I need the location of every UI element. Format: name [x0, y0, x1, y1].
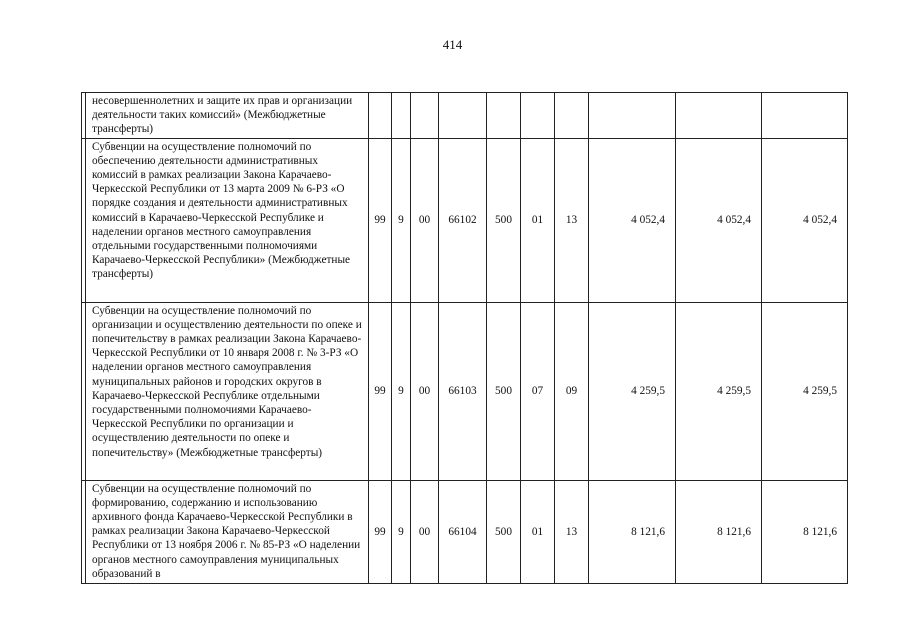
amount-cell: 4 259,5 — [589, 302, 676, 480]
code-cell — [411, 93, 439, 139]
code-cell: 99 — [369, 138, 392, 302]
amount-cell: 4 052,4 — [676, 138, 762, 302]
description-cell: Субвенции на осуществление полномочий по организации и осуществлению деятельности по опеке и попечительству в рамках реализации Закона Карачаево-Черкесской Республики от 10 января 2008 г. № 3-РЗ «О наделении органов местного самоуправления муниципальных районов и городских округов в Карачаево-Черкесской Республике отдельными государственными полномочиями Карачаево-Черкесской Республики по организации и осуществлению деятельности по опеке и попечительству» (Межбюджетные трансферты) — [86, 302, 369, 480]
code-cell — [439, 93, 487, 139]
code-cell: 500 — [487, 138, 521, 302]
code-cell: 9 — [392, 138, 411, 302]
code-cell: 01 — [521, 480, 555, 583]
code-cell: 07 — [521, 302, 555, 480]
amount-cell: 4 052,4 — [762, 138, 848, 302]
amount-cell — [676, 93, 762, 139]
amount-cell: 8 121,6 — [589, 480, 676, 583]
description-cell: Субвенции на осуществление полномочий по формированию, содержанию и использованию архивного фонда Карачаево-Черкесской Республики в рамках реализации Закона Карачаево-Черкесской Республики от 13 ноября 2006 г. № 85-РЗ «О наделении органов местного самоуправления муниципальных образований в — [86, 480, 369, 583]
code-cell: 99 — [369, 302, 392, 480]
amount-cell: 8 121,6 — [676, 480, 762, 583]
code-cell: 00 — [411, 480, 439, 583]
code-cell: 00 — [411, 302, 439, 480]
table-row — [82, 138, 848, 302]
code-cell: 500 — [487, 480, 521, 583]
amount-cell: 8 121,6 — [762, 480, 848, 583]
code-cell: 66104 — [439, 480, 487, 583]
code-cell: 500 — [487, 302, 521, 480]
code-cell — [487, 93, 521, 139]
amount-cell: 4 052,4 — [589, 138, 676, 302]
code-cell — [555, 93, 589, 139]
page-number: 414 — [442, 37, 463, 52]
table-row — [82, 302, 848, 480]
code-cell: 01 — [521, 138, 555, 302]
code-cell: 99 — [369, 480, 392, 583]
budget-table — [81, 92, 848, 584]
code-cell: 00 — [411, 138, 439, 302]
amount-cell — [589, 93, 676, 139]
amount-cell: 4 259,5 — [762, 302, 848, 480]
code-cell: 9 — [392, 480, 411, 583]
amount-cell — [762, 93, 848, 139]
code-cell — [521, 93, 555, 139]
code-cell: 13 — [555, 138, 589, 302]
code-cell: 66103 — [439, 302, 487, 480]
code-cell: 66102 — [439, 138, 487, 302]
code-cell: 9 — [392, 302, 411, 480]
amount-cell: 4 259,5 — [676, 302, 762, 480]
table-row — [82, 93, 848, 139]
code-cell: 09 — [555, 302, 589, 480]
code-cell: 13 — [555, 480, 589, 583]
code-cell — [369, 93, 392, 139]
code-cell — [392, 93, 411, 139]
description-cell: несовершеннолетних и защите их прав и организации деятельности таких комиссий» (Межбюджетные трансферты) — [86, 93, 369, 139]
description-cell: Субвенции на осуществление полномочий по обеспечению деятельности административных комиссий в рамках реализации Закона Карачаево-Черкесской Республики от 13 марта 2009 № 6-РЗ «О порядке создания и деятельности административных комиссий в Карачаево-Черкесской Республике и наделении органов местного самоуправления отдельными государственными полномочиями Карачаево-Черкесской Республики» (Межбюджетные трансферты) — [86, 138, 369, 302]
table-row — [82, 480, 848, 583]
